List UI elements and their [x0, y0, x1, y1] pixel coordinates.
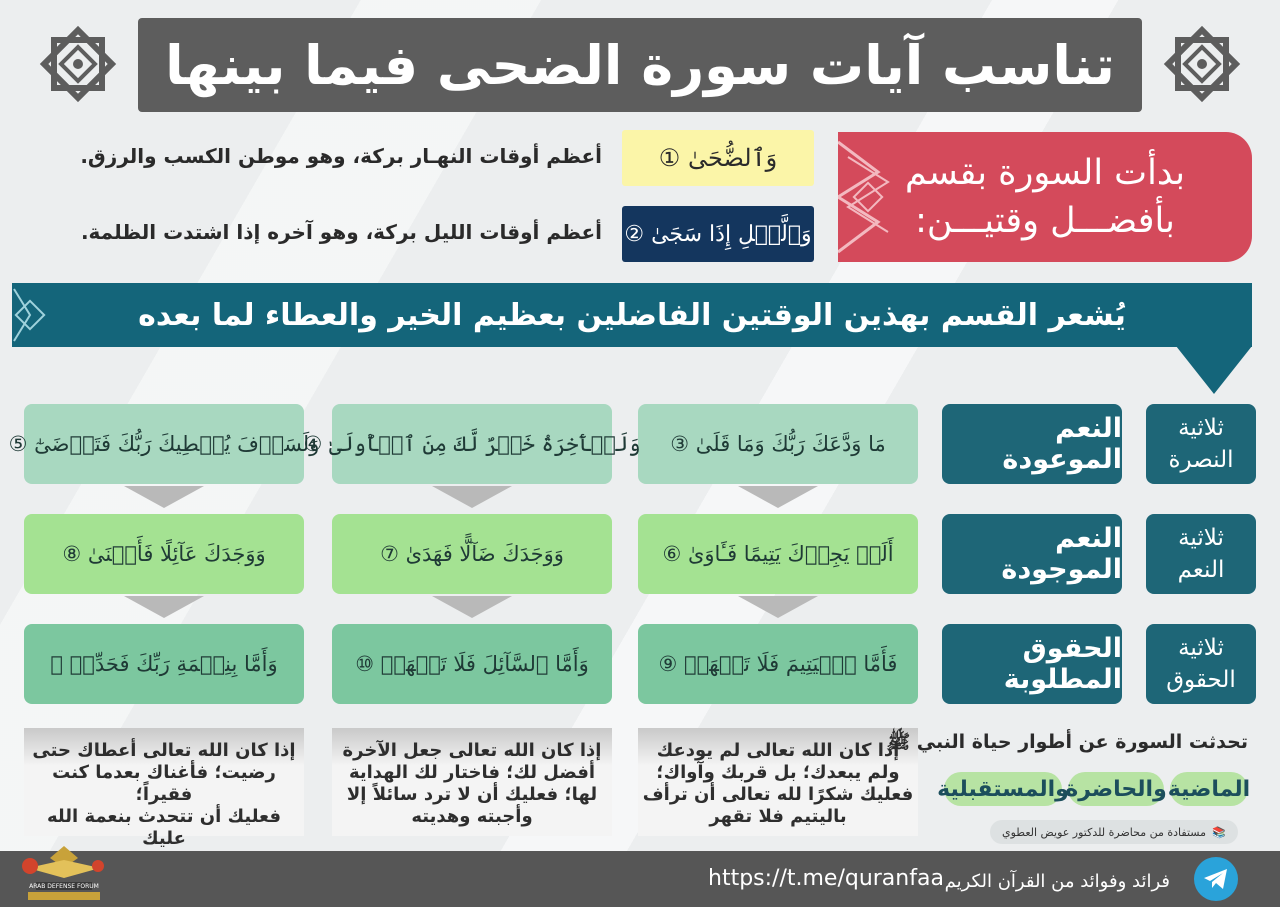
- row-1-label: [1146, 404, 1256, 484]
- description-line: باليتيم فلا تقهر: [709, 806, 847, 827]
- row-3-title: [942, 624, 1122, 704]
- banner-ornament-icon: [12, 283, 48, 347]
- banner-text: يُشعر القسم بهذين الوقتين الفاضلين بعظيم الخير والعطاء لما بعده: [138, 297, 1126, 333]
- banner-arrow: [1176, 346, 1252, 394]
- stage-label: والحاضرة: [1065, 776, 1167, 802]
- row-3-label-line2: الحقوق: [1166, 667, 1236, 693]
- books-icon: 📚: [1212, 825, 1226, 839]
- paper-plane-icon: [1203, 868, 1229, 890]
- logo-text: ARAB DEFENSE FORUM: [29, 883, 99, 890]
- channel-url[interactable]: https://t.me/quranfaa: [708, 866, 944, 891]
- intro-heading-box: [838, 132, 1252, 262]
- row-3-label-line1: ثلاثية: [1178, 635, 1224, 661]
- description-line: إذا كان الله تعالى أعطاك حتى: [32, 740, 296, 761]
- row-2-ayah-3: [24, 514, 304, 594]
- arrow-down: [432, 486, 512, 508]
- ayah-text: فَأَمَّا ٱلۡيَتِيمَ فَلَا تَقۡهَرۡ ⑨: [658, 652, 898, 676]
- row-3-ayah-2: [332, 624, 612, 704]
- page-title: تناسب آيات سورة الضحى فيما بينها: [165, 33, 1115, 97]
- ayah-text: وَلَسَوۡفَ يُعۡطِيكَ رَبُّكَ فَتَرۡضَىٰٓ ⑤: [8, 432, 320, 456]
- ayah-1-description: أعظم أوقات النهـار بركة، وهو موطن الكسب والرزق.: [80, 144, 602, 168]
- row-3-ayah-3: [24, 624, 304, 704]
- row-2-title-text: النعم الموجودة: [1001, 523, 1122, 585]
- row-1-ayah-3: [8, 404, 320, 484]
- ayah-1-box: [622, 130, 814, 186]
- row-2-label-line1: ثلاثية: [1178, 525, 1224, 551]
- row-3-ayah-1: [638, 624, 918, 704]
- arrow-down: [432, 596, 512, 618]
- ayah-1-text: وَٱلضُّحَىٰ ①: [658, 144, 778, 172]
- ornament-left-icon: [32, 18, 124, 110]
- ayah-2-description: أعظم أوقات الليل بركة، وهو آخره إذا اشتدت الظلمة.: [80, 220, 602, 244]
- ayah-2-text: وَٱلَّيۡلِ إِذَا سَجَىٰ ②: [624, 221, 812, 247]
- description-3: [24, 728, 304, 849]
- description-line: فعليك شكرًا لله تعالى أن ترأف: [642, 784, 914, 805]
- row-1-label-line2: النصرة: [1168, 447, 1234, 473]
- ayah-text: وَأَمَّا بِنِعۡمَةِ رَبِّكَ فَحَدِّثۡ ⑪: [50, 652, 278, 676]
- telegram-icon[interactable]: [1194, 857, 1238, 901]
- description-1: [638, 728, 918, 836]
- arrow-down: [124, 486, 204, 508]
- channel-label: فرائد وفوائد من القرآن الكريم: [944, 871, 1170, 892]
- description-line: وأجبته وهديته: [411, 806, 533, 827]
- banner: [12, 283, 1252, 347]
- row-3-label: [1146, 624, 1256, 704]
- stage-future: [937, 772, 1069, 806]
- description-line: رضيت؛ فأغناك بعدما كنت فقيراً؛: [52, 762, 276, 805]
- title-bar: [138, 18, 1142, 112]
- row-2-title: [942, 514, 1122, 594]
- stage-present: [1065, 772, 1167, 806]
- stage-label: والمستقبلية: [937, 776, 1069, 802]
- intro-ornament-icon: [838, 132, 908, 262]
- arrow-down: [738, 596, 818, 618]
- row-1-label-line1: ثلاثية: [1178, 415, 1224, 441]
- ayah-text: وَلَلۡأٓخِرَةُ خَيۡرٌ لَّكَ مِنَ ٱلۡأُولَىٰ ④: [303, 432, 641, 456]
- description-line: أفضل لك؛ فاختار لك الهداية: [348, 762, 596, 783]
- row-1-title-text: النعم الموعودة: [1002, 413, 1122, 475]
- ayah-text: وَأَمَّا ٱلسَّآئِلَ فَلَا تَنۡهَرۡ ⑩: [355, 652, 589, 676]
- ayah-text: مَا وَدَّعَكَ رَبُّكَ وَمَا قَلَىٰ ③: [670, 432, 886, 456]
- arrow-down: [124, 596, 204, 618]
- description-line: ولم يبعدك؛ بل قربك وآواك؛: [656, 762, 900, 783]
- source-note: [990, 820, 1238, 844]
- description-line: لها؛ فعليك أن لا ترد سائلاً إلا: [346, 784, 598, 805]
- ornament-right-icon: [1156, 18, 1248, 110]
- stage-past: [1167, 772, 1251, 806]
- description-line: فعليك أن تتحدث بنعمة الله عليك: [46, 806, 281, 849]
- row-1-ayah-1: [638, 404, 918, 484]
- arrow-down: [738, 486, 818, 508]
- description-2: [332, 728, 612, 836]
- intro-heading-line1: بدأت السورة بقسم: [905, 153, 1185, 193]
- source-text: مستفادة من محاضرة للدكتور عويض العطوي: [1002, 825, 1206, 839]
- row-3-title-text: الحقوق المطلوبة: [1003, 633, 1122, 695]
- ayah-text: وَوَجَدَكَ ضَآلًّا فَهَدَىٰ ⑦: [380, 542, 564, 566]
- row-2-label-line2: النعم: [1177, 557, 1225, 583]
- forum-logo-icon: [8, 838, 120, 904]
- row-2-ayah-2: [332, 514, 612, 594]
- row-2-ayah-1: [638, 514, 918, 594]
- stage-label: الماضية: [1167, 776, 1251, 802]
- ayah-text: وَوَجَدَكَ عَآئِلًا فَأَغۡنَىٰ ⑧: [62, 542, 266, 566]
- side-heading: تحدثت السورة عن أطوار حياة النبي ﷺ: [887, 731, 1248, 753]
- intro-heading-line2: بأفضـــل وقتيـــن:: [915, 201, 1175, 241]
- ayah-text: أَلَمۡ يَجِدۡكَ يَتِيمًا فَـَٔاوَىٰ ⑥: [662, 542, 894, 566]
- description-line: إذا كان الله تعالى جعل الآخرة: [342, 740, 602, 761]
- ayah-2-box: [622, 206, 814, 262]
- row-1-ayah-2: [303, 404, 641, 484]
- row-1-title: [942, 404, 1122, 484]
- description-line: إذا كان الله تعالى لم يودعك: [656, 740, 900, 761]
- row-2-label: [1146, 514, 1256, 594]
